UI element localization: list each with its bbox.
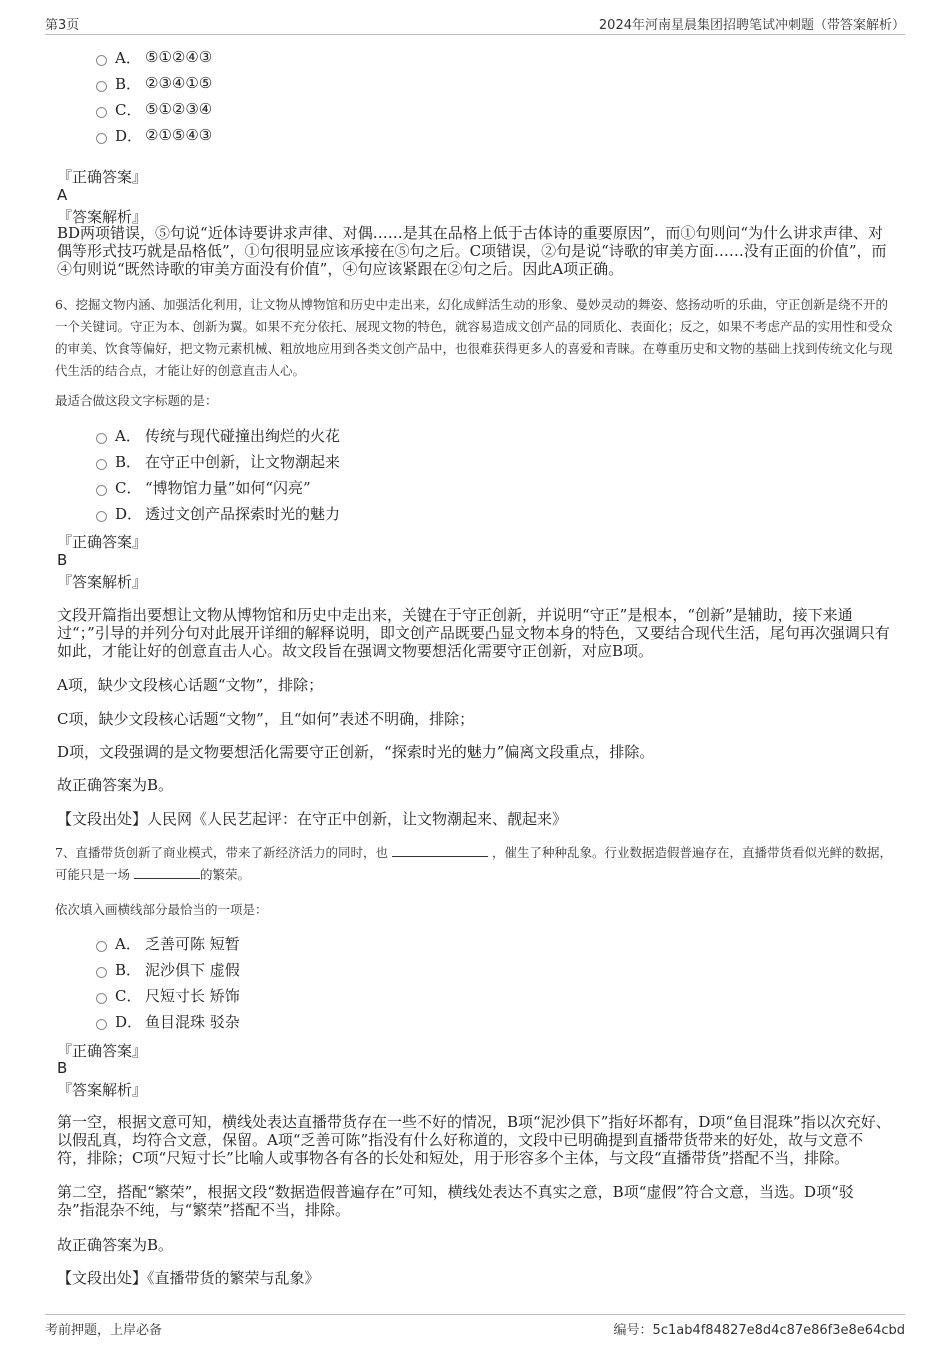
q6-option-c[interactable]: C． “博物馆力量”如何“闪亮” xyxy=(96,476,311,498)
q7-option-c[interactable]: C． 尺短寸长 矫饰 xyxy=(96,984,240,1006)
radio-icon[interactable] xyxy=(96,485,107,496)
q7-answer-label: 『正确答案』 xyxy=(57,1042,148,1060)
q5-answer: A xyxy=(57,186,68,204)
radio-icon[interactable] xyxy=(96,941,107,952)
q6-source: 【文段出处】人民网《人民艺起评：在守正中创新，让文物潮起来、靓起来》 xyxy=(57,810,568,828)
q7-source: 【文段出处】《直播带货的繁荣与乱象》 xyxy=(57,1269,320,1287)
q7-prompt: 依次填入画横线部分最恰当的一项是： xyxy=(55,902,268,917)
radio-icon[interactable] xyxy=(96,967,107,978)
radio-icon[interactable] xyxy=(96,1019,107,1030)
q6-prompt: 最适合做这段文字标题的是： xyxy=(55,393,218,408)
q6-answer: B xyxy=(57,551,68,569)
q6-analysis-label: 『答案解析』 xyxy=(57,573,148,591)
q6-option-b[interactable]: B． 在守正中创新，让文物潮起来 xyxy=(96,450,340,472)
q7-option-b[interactable]: B． 泥沙俱下 虚假 xyxy=(96,958,240,980)
radio-icon[interactable] xyxy=(96,81,107,92)
q5-option-d[interactable]: D． ②①⑤④③ xyxy=(96,124,212,146)
q5-option-a[interactable]: A． ⑤①②④③ xyxy=(96,46,212,68)
radio-icon[interactable] xyxy=(96,433,107,444)
q6-answer-label: 『正确答案』 xyxy=(57,533,148,551)
q5-answer-label: 『正确答案』 xyxy=(57,168,148,186)
page-footer xyxy=(45,1314,905,1338)
q5-option-b[interactable]: B． ②③④①⑤ xyxy=(96,72,212,94)
page-header xyxy=(45,14,905,35)
q7-analysis-p1: 第一空，根据文意可知，横线处表达直播带货存在一些不好的情况，B项“泥沙俱下”指好坏都有，D项“鱼目混珠”指以次充好、以假乱真，均符合文意，保留。A项“乏善可陈”指没有什么好称道的，文段中已明确提到直播带货带来的好处，故与文意不符，排除；C项“尺短寸长”比喻人或事物各有各的长处和短处，用于形容多个主体，与文段“直播带货”搭配不当，排除。 xyxy=(57,1113,891,1167)
q6-analysis-p2: A项，缺少文段核心话题“文物”，排除； xyxy=(57,676,324,694)
footer-slogan: 考前押题，上岸必备 xyxy=(45,1323,163,1338)
q7-analysis-p3: 故正确答案为B。 xyxy=(57,1236,174,1254)
radio-icon[interactable] xyxy=(96,511,107,522)
q6-analysis-p4: D项，文段强调的是文物要想活化需要守正创新，“探索时光的魅力”偏离文段重点，排除。 xyxy=(57,743,655,761)
document-id: 编号：5c1ab4f84827e8d4c87e86f3e8e64cbd xyxy=(613,1323,905,1338)
q7-analysis-label: 『答案解析』 xyxy=(57,1081,148,1099)
q5-analysis: BD两项错误，⑤句说“近体诗要讲求声律、对偶……是其在品格上低于古体诗的重要原因”，而①句则问“为什么讲求声律、对偶等形式技巧就是品格低”，①句很明显应该承接在⑤句之后。C项错误，②句是说“诗歌的审美方面……没有正面的价值”，而④句则说“既然诗歌的审美方面没有价值”，④句应该紧跟在②句之后。因此A项正确。 xyxy=(57,224,887,278)
q6-analysis-p3: C项，缺少文段核心话题“文物”，且“如何”表述不明确，排除； xyxy=(57,710,475,728)
blank-2[interactable] xyxy=(134,864,200,879)
q6-stem: 6、挖掘文物内涵、加强活化利用，让文物从博物馆和历史中走出来，幻化成鲜活生动的形象、曼妙灵动的舞姿、悠扬动听的乐曲，守正创新是绕不开的一个关键词。守正为本、创新为翼。如果不充分依托、展现文物的特色，就容易造成文创产品的同质化、表面化；反之，如果不考虑产品的实用性和受众的审美、饮食等偏好，把文物元素机械、粗放地应用到各类文创产品中，也很难获得更多人的喜爱和青睐。在尊重历史和文物的基础上找到传统文化与现代生活的结合点，才能让好的创意直击人心。 xyxy=(55,297,893,378)
radio-icon[interactable] xyxy=(96,55,107,66)
document-title: 2024年河南星晨集团招聘笔试冲刺题（带答案解析） xyxy=(598,18,905,33)
q6-option-d[interactable]: D． 透过文创产品探索时光的魅力 xyxy=(96,502,340,524)
q7-analysis-p2: 第二空，搭配“繁荣”，根据文段“数据造假普遍存在”可知，横线处表达不真实之意，B项“虚假”符合文意，当选。D项“驳杂”指混杂不纯，与“繁荣”搭配不当，排除。 xyxy=(57,1183,854,1219)
q7-stem: 7、直播带货创新了商业模式，带来了新经济活力的同时，也 ，催生了种种乱象。行业数据造假普遍存在，直播带货看似光鲜的数据，可能只是一场 的繁荣。 xyxy=(55,842,895,886)
q7-answer: B xyxy=(57,1059,68,1077)
q6-analysis-p5: 故正确答案为B。 xyxy=(57,776,174,794)
q5-option-c[interactable]: C． ⑤①②③④ xyxy=(96,98,212,120)
q7-option-a[interactable]: A． 乏善可陈 短暂 xyxy=(96,932,240,954)
page-number: 第3页 xyxy=(45,18,80,33)
radio-icon[interactable] xyxy=(96,993,107,1004)
radio-icon[interactable] xyxy=(96,133,107,144)
q6-analysis-p1: 文段开篇指出要想让文物从博物馆和历史中走出来，关键在于守正创新，并说明“守正”是根本，“创新”是辅助，接下来通过“；”引导的并列分句对此展开详细的解释说明，即文创产品既要凸显文物本身的特色，又要结合现代生活，尾句再次强调只有如此，才能让好的创意直击人心。故文段旨在强调文物要想活化需要守正创新，对应B项。 xyxy=(57,606,890,660)
q5-analysis-label: 『答案解析』 xyxy=(57,208,148,226)
blank-1[interactable] xyxy=(392,842,488,857)
q6-option-a[interactable]: A． 传统与现代碰撞出绚烂的火花 xyxy=(96,424,340,446)
radio-icon[interactable] xyxy=(96,459,107,470)
q7-option-d[interactable]: D． 鱼目混珠 驳杂 xyxy=(96,1010,240,1032)
radio-icon[interactable] xyxy=(96,107,107,118)
